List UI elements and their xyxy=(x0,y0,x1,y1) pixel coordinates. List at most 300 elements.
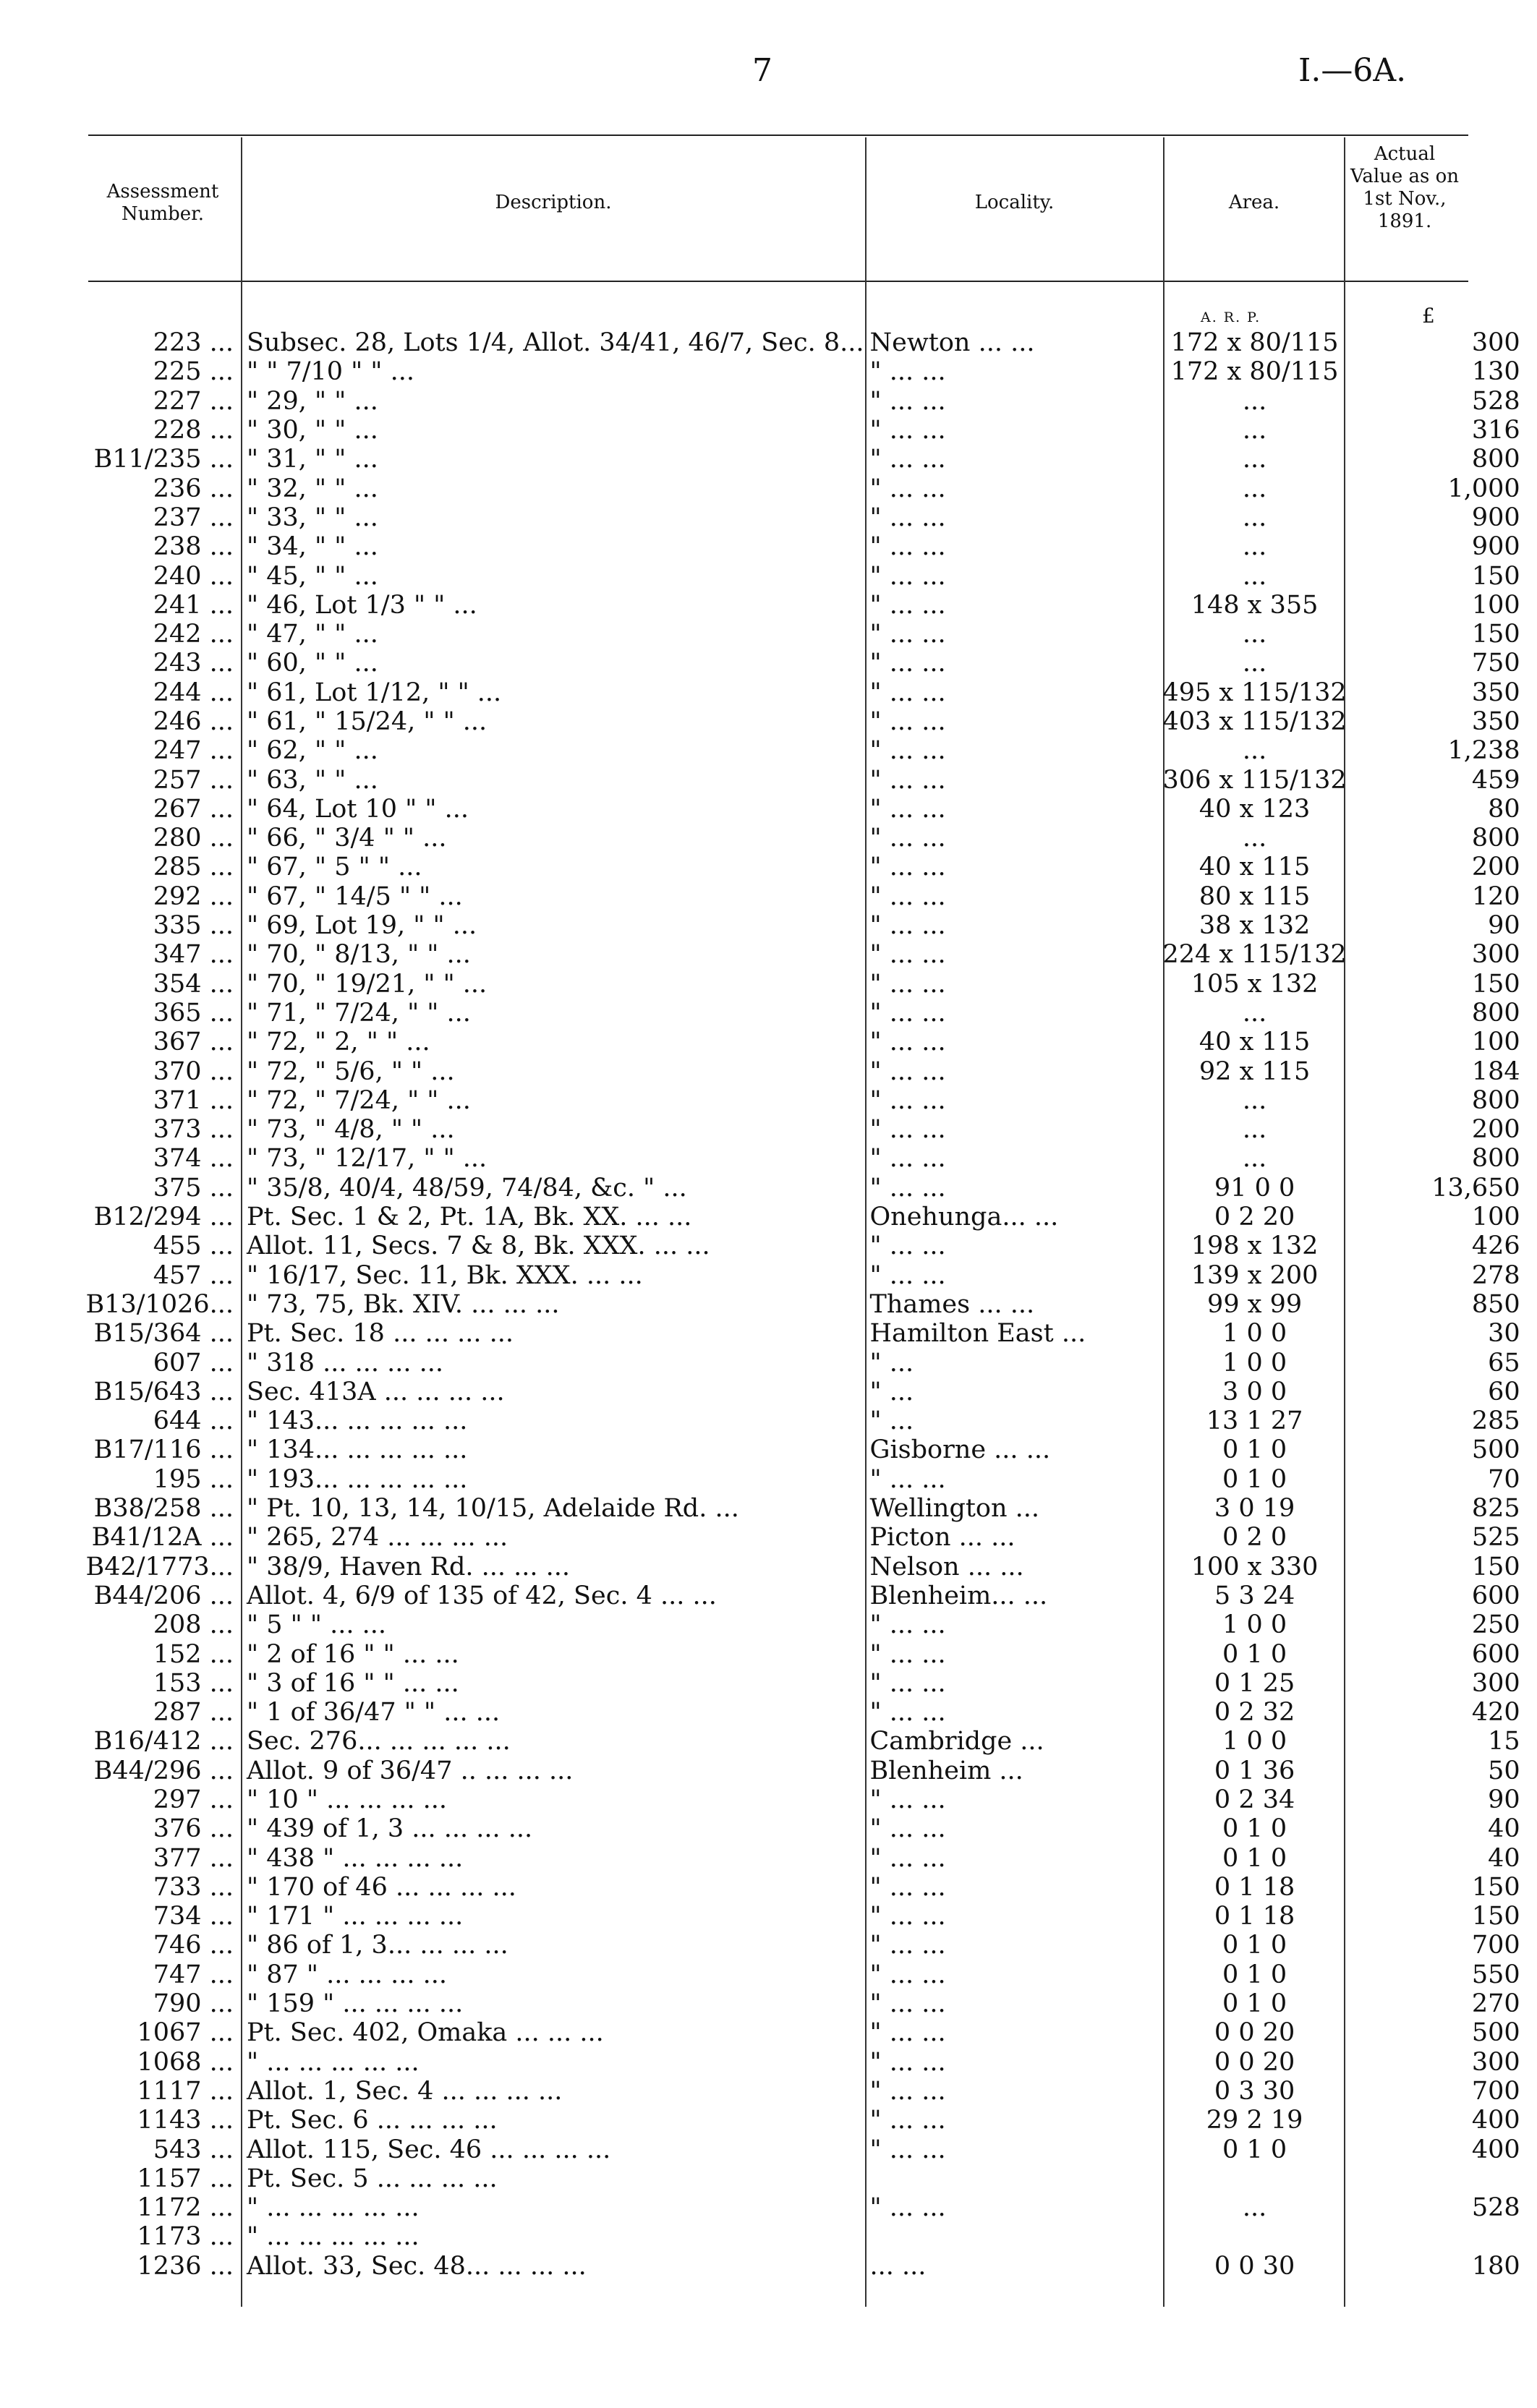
locality-cell: Cambridge ... xyxy=(869,1727,1044,1756)
description-cell: " 73, " 4/8, " " ... xyxy=(247,1115,455,1145)
description-cell: " 63, " " ... xyxy=(247,765,378,795)
area-cell: 0 1 18 xyxy=(1214,1872,1295,1902)
area-cell: 0 2 32 xyxy=(1214,1698,1295,1728)
description-cell: " 439 of 1, 3 ... ... ... ... xyxy=(247,1814,533,1844)
locality-cell: " ... ... xyxy=(869,1668,946,1698)
table-row xyxy=(56,1727,1529,1756)
locality-cell: " ... ... xyxy=(869,707,946,736)
description-cell: " 73, 75, Bk. XIV. ... ... ... xyxy=(247,1289,560,1319)
area-cell: 139 x 200 xyxy=(1191,1260,1319,1290)
value-cell: 100 xyxy=(1471,590,1520,620)
locality-cell: " ... ... xyxy=(869,2135,946,2164)
value-cell: 700 xyxy=(1471,1931,1520,1960)
area-cell: 40 x 115 xyxy=(1198,1028,1311,1057)
value-cell: 500 xyxy=(1471,1435,1520,1465)
assessment-number-cell: B38/258 ... xyxy=(93,1494,234,1524)
area-cell: 13 1 27 xyxy=(1206,1406,1303,1436)
description-cell: " 62, " " ... xyxy=(247,736,378,766)
locality-cell: " ... xyxy=(869,1406,914,1436)
description-cell: " 70, " 8/13, " " ... xyxy=(247,940,471,970)
value-cell: 150 xyxy=(1471,1872,1520,1902)
area-cell: ... xyxy=(1242,1115,1267,1145)
header-area: Area. xyxy=(1228,192,1280,213)
area-cell: 0 1 0 xyxy=(1222,1814,1287,1844)
assessment-number-cell: B44/296 ... xyxy=(93,1756,234,1785)
value-cell: 528 xyxy=(1471,386,1520,416)
description-cell: Pt. Sec. 18 ... ... ... ... xyxy=(247,1319,514,1349)
assessment-number-cell: 246 ... xyxy=(153,707,234,736)
area-cell: 0 2 34 xyxy=(1214,1785,1295,1814)
area-cell: 0 1 0 xyxy=(1222,1931,1287,1960)
value-cell xyxy=(1347,2164,1529,2193)
value-cell: 130 xyxy=(1471,357,1520,387)
description-cell: " 10 " ... ... ... ... xyxy=(247,1785,447,1814)
description-cell: " 134... ... ... ... ... xyxy=(247,1435,468,1465)
assessment-number-cell: 297 ... xyxy=(153,1785,234,1814)
description-cell: " 87 " ... ... ... ... xyxy=(247,1960,447,1989)
locality-cell: " ... ... xyxy=(869,357,946,387)
area-cell: 100 x 330 xyxy=(1191,1552,1319,1581)
locality-cell: " ... ... xyxy=(869,1115,946,1145)
locality-cell: " ... ... xyxy=(869,386,946,416)
table-row xyxy=(56,2193,1529,2222)
value-cell: 750 xyxy=(1471,649,1520,678)
value-cell: 800 xyxy=(1471,824,1520,853)
table-row xyxy=(56,678,1529,707)
description-cell: " 31, " " ... xyxy=(247,445,378,474)
value-cell: 800 xyxy=(1471,998,1520,1028)
value-cell: 459 xyxy=(1471,765,1520,795)
locality-cell: " ... ... xyxy=(869,911,946,941)
locality-cell: " ... ... xyxy=(869,649,946,678)
table-row xyxy=(56,940,1529,969)
value-cell: 600 xyxy=(1471,1581,1520,1610)
page-number: 7 xyxy=(752,52,772,89)
table-row xyxy=(56,970,1529,999)
table-row xyxy=(56,707,1529,736)
description-cell: " 438 " ... ... ... ... xyxy=(247,1843,464,1873)
value-cell: 50 xyxy=(1488,1756,1520,1785)
area-cell: 0 0 20 xyxy=(1214,2047,1295,2077)
locality-cell: " ... ... xyxy=(869,1173,946,1203)
assessment-number-cell: 365 ... xyxy=(153,998,234,1028)
value-cell: 150 xyxy=(1471,620,1520,649)
area-cell: ... xyxy=(1242,532,1267,562)
assessment-number-cell: 287 ... xyxy=(153,1698,234,1728)
table-row xyxy=(56,649,1529,678)
assessment-number-cell: 374 ... xyxy=(153,1144,234,1174)
area-cell: 0 1 0 xyxy=(1222,1435,1287,1465)
description-cell: " 60, " " ... xyxy=(247,649,378,678)
area-cell: 1 0 0 xyxy=(1222,1348,1287,1378)
value-cell: 200 xyxy=(1471,1115,1520,1145)
description-cell: " 73, " 12/17, " " ... xyxy=(247,1144,488,1174)
locality-cell: " ... xyxy=(869,1377,914,1406)
assessment-number-cell: 790 ... xyxy=(153,1989,234,2019)
table-row xyxy=(56,1581,1529,1610)
description-cell: " 143... ... ... ... ... xyxy=(247,1406,468,1436)
assessment-number-cell: 237 ... xyxy=(153,503,234,532)
description-cell: Allot. 11, Secs. 7 & 8, Bk. XXX. ... ... xyxy=(247,1231,710,1261)
table-row xyxy=(56,1086,1529,1115)
area-cell: 306 x 115/132 xyxy=(1162,765,1347,795)
value-cell: 300 xyxy=(1471,940,1520,970)
value-cell: 184 xyxy=(1471,1056,1520,1086)
table-row xyxy=(56,795,1529,824)
area-cell: 0 1 25 xyxy=(1214,1668,1295,1698)
value-cell: 120 xyxy=(1471,881,1520,911)
value-cell: 600 xyxy=(1471,1639,1520,1669)
description-cell: " ... ... ... ... ... xyxy=(247,2193,420,2223)
locality-cell: " ... ... xyxy=(869,1814,946,1844)
value-cell: 900 xyxy=(1471,532,1520,562)
locality-cell: " ... ... xyxy=(869,1872,946,1902)
description-cell: " 318 ... ... ... ... xyxy=(247,1348,444,1378)
locality-cell: " ... ... xyxy=(869,2076,946,2106)
locality-cell: " ... ... xyxy=(869,1698,946,1728)
area-cell: 148 x 355 xyxy=(1191,590,1319,620)
assessment-number-cell: 152 ... xyxy=(153,1639,234,1669)
table-row xyxy=(56,1639,1529,1668)
locality-cell: " ... ... xyxy=(869,1231,946,1261)
assessment-number-cell: 244 ... xyxy=(153,678,234,707)
description-cell: " 1 of 36/47 " " ... ... xyxy=(247,1698,501,1728)
header-description: Description. xyxy=(495,192,612,213)
area-cell: 0 1 0 xyxy=(1222,2135,1287,2164)
assessment-number-cell: B17/116 ... xyxy=(93,1435,234,1465)
description-cell: " 159 " ... ... ... ... xyxy=(247,1989,464,2019)
assessment-number-cell: 354 ... xyxy=(153,969,234,999)
value-cell: 150 xyxy=(1471,969,1520,999)
value-cell: 278 xyxy=(1471,1260,1520,1290)
locality-cell: " ... ... xyxy=(869,940,946,970)
assessment-number-cell: 292 ... xyxy=(153,881,234,911)
table-row xyxy=(56,2135,1529,2164)
table-row xyxy=(56,853,1529,881)
locality-cell: " ... ... xyxy=(869,969,946,999)
table-row xyxy=(56,2252,1529,2281)
locality-cell: Nelson ... ... xyxy=(869,1552,1024,1581)
description-cell: " 29, " " ... xyxy=(247,386,378,416)
table-row xyxy=(56,591,1529,620)
assessment-number-cell: 1236 ... xyxy=(137,2251,234,2281)
table-row xyxy=(56,1785,1529,1814)
description-cell: Allot. 9 of 36/47 .. ... ... ... xyxy=(247,1756,574,1785)
assessment-number-cell: 1157 ... xyxy=(137,2164,234,2193)
assessment-number-cell: 242 ... xyxy=(153,620,234,649)
description-cell: Allot. 115, Sec. 46 ... ... ... ... xyxy=(247,2135,611,2164)
area-cell: 0 0 30 xyxy=(1214,2251,1295,2281)
area-units-label: A. R. P. xyxy=(1201,309,1261,325)
value-cell: 350 xyxy=(1471,707,1520,736)
table-row xyxy=(56,416,1529,445)
assessment-number-cell: 335 ... xyxy=(153,911,234,941)
locality-cell: Wellington ... xyxy=(869,1494,1040,1524)
locality-cell: " ... ... xyxy=(869,1144,946,1174)
locality-cell: " ... ... xyxy=(869,1639,946,1669)
value-cell: 400 xyxy=(1471,2135,1520,2164)
assessment-number-cell: 1067 ... xyxy=(137,2018,234,2048)
area-cell: 172 x 80/115 xyxy=(1170,357,1339,387)
assessment-number-cell: 238 ... xyxy=(153,532,234,562)
assessment-number-cell: 228 ... xyxy=(153,416,234,445)
table-row xyxy=(56,1406,1529,1435)
value-cell: 40 xyxy=(1488,1814,1520,1844)
value-cell xyxy=(1347,2222,1529,2251)
value-cell: 300 xyxy=(1471,2047,1520,2077)
assessment-number-cell: 208 ... xyxy=(153,1610,234,1640)
locality-cell: " ... ... xyxy=(869,765,946,795)
description-cell: " 72, " 2, " " ... xyxy=(247,1028,430,1057)
locality-cell: " ... ... xyxy=(869,1028,946,1057)
table-row xyxy=(56,824,1529,853)
description-cell: Allot. 33, Sec. 48... ... ... ... xyxy=(247,2251,587,2281)
assessment-table xyxy=(56,328,1529,2281)
area-cell xyxy=(1162,2164,1346,2193)
description-cell: Subsec. 28, Lots 1/4, Allot. 34/41, 46/7, Sec. 8... xyxy=(247,328,864,358)
assessment-number-cell: 225 ... xyxy=(153,357,234,387)
description-cell: Sec. 413A ... ... ... ... xyxy=(247,1377,505,1406)
description-cell: Pt. Sec. 6 ... ... ... ... xyxy=(247,2106,498,2135)
area-cell: ... xyxy=(1242,620,1267,649)
area-cell: 91 0 0 xyxy=(1214,1173,1295,1203)
locality-cell: " ... ... xyxy=(869,1785,946,1814)
table-row xyxy=(56,561,1529,590)
value-cell: 528 xyxy=(1471,2193,1520,2223)
locality-cell: " ... ... xyxy=(869,1843,946,1873)
table-row xyxy=(56,1960,1529,1989)
locality-cell: " ... ... xyxy=(869,561,946,591)
table-row xyxy=(56,911,1529,940)
assessment-number-cell: B42/1773... xyxy=(85,1552,234,1581)
assessment-number-cell: 153 ... xyxy=(153,1668,234,1698)
description-cell: " 71, " 7/24, " " ... xyxy=(247,998,471,1028)
assessment-number-cell: 734 ... xyxy=(153,1902,234,1931)
value-cell: 800 xyxy=(1471,1085,1520,1115)
description-cell: " 61, " 15/24, " " ... xyxy=(247,707,488,736)
value-cell: 30 xyxy=(1488,1319,1520,1349)
table-row xyxy=(56,2164,1529,2193)
description-cell: " 34, " " ... xyxy=(247,532,378,562)
description-cell: " 61, Lot 1/12, " " ... xyxy=(247,678,502,707)
assessment-table-body xyxy=(56,328,1529,2281)
assessment-number-cell: 1143 ... xyxy=(137,2106,234,2135)
locality-cell: " ... ... xyxy=(869,2193,946,2223)
locality-cell: " ... ... xyxy=(869,1989,946,2019)
description-cell: " 69, Lot 19, " " ... xyxy=(247,911,477,941)
area-cell: ... xyxy=(1242,503,1267,532)
table-row xyxy=(56,1814,1529,1843)
description-cell: Allot. 1, Sec. 4 ... ... ... ... xyxy=(247,2076,563,2106)
locality-cell: Blenheim ... xyxy=(869,1756,1023,1785)
assessment-number-cell: 241 ... xyxy=(153,590,234,620)
description-cell: " 70, " 19/21, " " ... xyxy=(247,969,488,999)
table-row xyxy=(56,1873,1529,1902)
description-cell: Pt. Sec. 402, Omaka ... ... ... xyxy=(247,2018,604,2048)
value-cell: 200 xyxy=(1471,853,1520,882)
table-row xyxy=(56,1989,1529,2018)
area-cell: ... xyxy=(1242,736,1267,766)
table-row xyxy=(56,474,1529,503)
area-cell: ... xyxy=(1242,474,1267,503)
table-row xyxy=(56,1261,1529,1290)
assessment-number-cell: 227 ... xyxy=(153,386,234,416)
locality-cell: Blenheim... ... xyxy=(869,1581,1048,1610)
locality-cell: " ... ... xyxy=(869,1960,946,1989)
area-cell: 105 x 132 xyxy=(1191,969,1319,999)
locality-cell: " ... ... xyxy=(869,503,946,532)
assessment-number-cell: 195 ... xyxy=(153,1464,234,1494)
assessment-number-cell: 240 ... xyxy=(153,561,234,591)
assessment-number-cell: 1117 ... xyxy=(137,2076,234,2106)
table-row xyxy=(56,387,1529,416)
area-cell: 1 0 0 xyxy=(1222,1610,1287,1640)
table-row xyxy=(56,503,1529,532)
table-row xyxy=(56,1203,1529,1231)
assessment-number-cell: 285 ... xyxy=(153,853,234,882)
locality-cell: " ... ... xyxy=(869,998,946,1028)
table-row xyxy=(56,1231,1529,1260)
assessment-number-cell: 267 ... xyxy=(153,794,234,824)
value-cell: 100 xyxy=(1471,1203,1520,1232)
locality-cell: " ... ... xyxy=(869,1056,946,1086)
description-cell: " 170 of 46 ... ... ... ... xyxy=(247,1872,516,1902)
table-row xyxy=(56,1756,1529,1785)
value-cell: 400 xyxy=(1471,2106,1520,2135)
value-cell: 426 xyxy=(1471,1231,1520,1261)
locality-cell: " ... ... xyxy=(869,1902,946,1931)
area-cell: 0 1 0 xyxy=(1222,1464,1287,1494)
table-row xyxy=(56,1056,1529,1085)
assessment-number-cell: 1172 ... xyxy=(137,2193,234,2223)
description-cell: " 30, " " ... xyxy=(247,416,378,445)
area-cell: ... xyxy=(1242,998,1267,1028)
locality-cell: " ... ... xyxy=(869,2047,946,2077)
description-cell: " 193... ... ... ... ... xyxy=(247,1464,468,1494)
locality-cell: " ... ... xyxy=(869,1260,946,1290)
table-row xyxy=(56,882,1529,911)
area-cell: ... xyxy=(1242,824,1267,853)
locality-cell: " ... ... xyxy=(869,532,946,562)
assessment-number-cell: 257 ... xyxy=(153,765,234,795)
description-cell: " Pt. 10, 13, 14, 10/15, Adelaide Rd. ... xyxy=(247,1494,739,1524)
header-bottom-rule xyxy=(88,281,1468,282)
locality-cell: Gisborne ... ... xyxy=(869,1435,1051,1465)
value-cell: 60 xyxy=(1488,1377,1520,1406)
assessment-number-cell: 370 ... xyxy=(153,1056,234,1086)
area-cell: ... xyxy=(1242,416,1267,445)
locality-cell: ... ... xyxy=(869,2251,927,2281)
area-cell: 198 x 132 xyxy=(1191,1231,1319,1261)
area-cell: 92 x 115 xyxy=(1198,1056,1311,1086)
area-cell: 495 x 115/132 xyxy=(1162,678,1347,707)
locality-cell: " ... ... xyxy=(869,474,946,503)
assessment-number-cell: 371 ... xyxy=(153,1085,234,1115)
description-cell: " " 7/10 " " ... xyxy=(247,357,414,387)
header-actual-value: Actual Value as on 1st Nov., 1891. xyxy=(1350,143,1460,232)
assessment-number-cell: B15/364 ... xyxy=(93,1319,234,1349)
assessment-number-cell: B41/12A ... xyxy=(91,1523,234,1553)
table-row xyxy=(56,1378,1529,1406)
area-cell: 5 3 24 xyxy=(1214,1581,1295,1610)
description-cell: Sec. 276... ... ... ... ... xyxy=(247,1727,511,1756)
value-cell: 1,238 xyxy=(1447,736,1520,766)
assessment-number-cell: 455 ... xyxy=(153,1231,234,1261)
value-cell: 150 xyxy=(1471,1552,1520,1581)
table-row xyxy=(56,736,1529,765)
area-cell: 38 x 132 xyxy=(1198,911,1311,941)
area-cell: 80 x 115 xyxy=(1198,881,1311,911)
locality-cell xyxy=(864,2222,1162,2251)
value-cell: 500 xyxy=(1471,2018,1520,2048)
header-assessment-number: Assessment Number. xyxy=(106,181,219,225)
locality-cell: " ... ... xyxy=(869,2106,946,2135)
assessment-number-cell: 280 ... xyxy=(153,824,234,853)
assessment-number-cell: 1068 ... xyxy=(137,2047,234,2077)
value-cell: 350 xyxy=(1471,678,1520,707)
table-row xyxy=(56,2222,1529,2251)
description-cell: " 2 of 16 " " ... ... xyxy=(247,1639,459,1669)
value-cell: 13,650 xyxy=(1431,1173,1520,1203)
table-row xyxy=(56,1698,1529,1727)
locality-cell: " ... ... xyxy=(869,678,946,707)
description-cell: " 67, " 14/5 " " ... xyxy=(247,881,463,911)
area-cell: 3 0 19 xyxy=(1214,1494,1295,1524)
assessment-number-cell: B16/412 ... xyxy=(93,1727,234,1756)
area-cell: 40 x 123 xyxy=(1198,794,1311,824)
assessment-number-cell: 607 ... xyxy=(153,1348,234,1378)
locality-cell: " ... ... xyxy=(869,1931,946,1960)
table-row xyxy=(56,532,1529,561)
value-cell: 1,000 xyxy=(1447,474,1520,503)
value-cell: 150 xyxy=(1471,561,1520,591)
description-cell: " 32, " " ... xyxy=(247,474,378,503)
description-cell: " 3 of 16 " " ... ... xyxy=(247,1668,459,1698)
value-cell: 100 xyxy=(1471,1028,1520,1057)
area-cell: 3 0 0 xyxy=(1222,1377,1287,1406)
assessment-number-cell: B11/235 ... xyxy=(93,445,234,474)
locality-cell: " ... ... xyxy=(869,1085,946,1115)
assessment-number-cell: 733 ... xyxy=(153,1872,234,1902)
locality-cell: Newton ... ... xyxy=(869,328,1035,358)
table-row xyxy=(56,1348,1529,1377)
area-cell: 0 1 0 xyxy=(1222,1843,1287,1873)
value-cell: 70 xyxy=(1488,1464,1520,1494)
value-cell: 40 xyxy=(1488,1843,1520,1873)
assessment-number-cell: 236 ... xyxy=(153,474,234,503)
area-cell: 40 x 115 xyxy=(1198,853,1311,882)
area-cell: ... xyxy=(1242,386,1267,416)
value-cell: 525 xyxy=(1471,1523,1520,1553)
description-cell: " 72, " 7/24, " " ... xyxy=(247,1085,471,1115)
table-row xyxy=(56,1669,1529,1698)
assessment-number-cell: B13/1026... xyxy=(85,1289,234,1319)
locality-cell: Hamilton East ... xyxy=(869,1319,1086,1349)
area-cell: ... xyxy=(1242,2193,1267,2223)
locality-cell: Thames ... ... xyxy=(869,1289,1035,1319)
table-row xyxy=(56,999,1529,1028)
area-cell xyxy=(1162,2222,1346,2251)
assessment-number-cell: 457 ... xyxy=(153,1260,234,1290)
value-cell: 420 xyxy=(1471,1698,1520,1728)
table-row xyxy=(56,1843,1529,1872)
locality-cell: " ... ... xyxy=(869,881,946,911)
assessment-number-cell: 543 ... xyxy=(153,2135,234,2164)
assessment-number-cell: 746 ... xyxy=(153,1931,234,1960)
area-cell: 0 0 20 xyxy=(1214,2018,1295,2048)
description-cell: " ... ... ... ... ... xyxy=(247,2222,420,2252)
value-unit-label: £ xyxy=(1422,304,1436,328)
